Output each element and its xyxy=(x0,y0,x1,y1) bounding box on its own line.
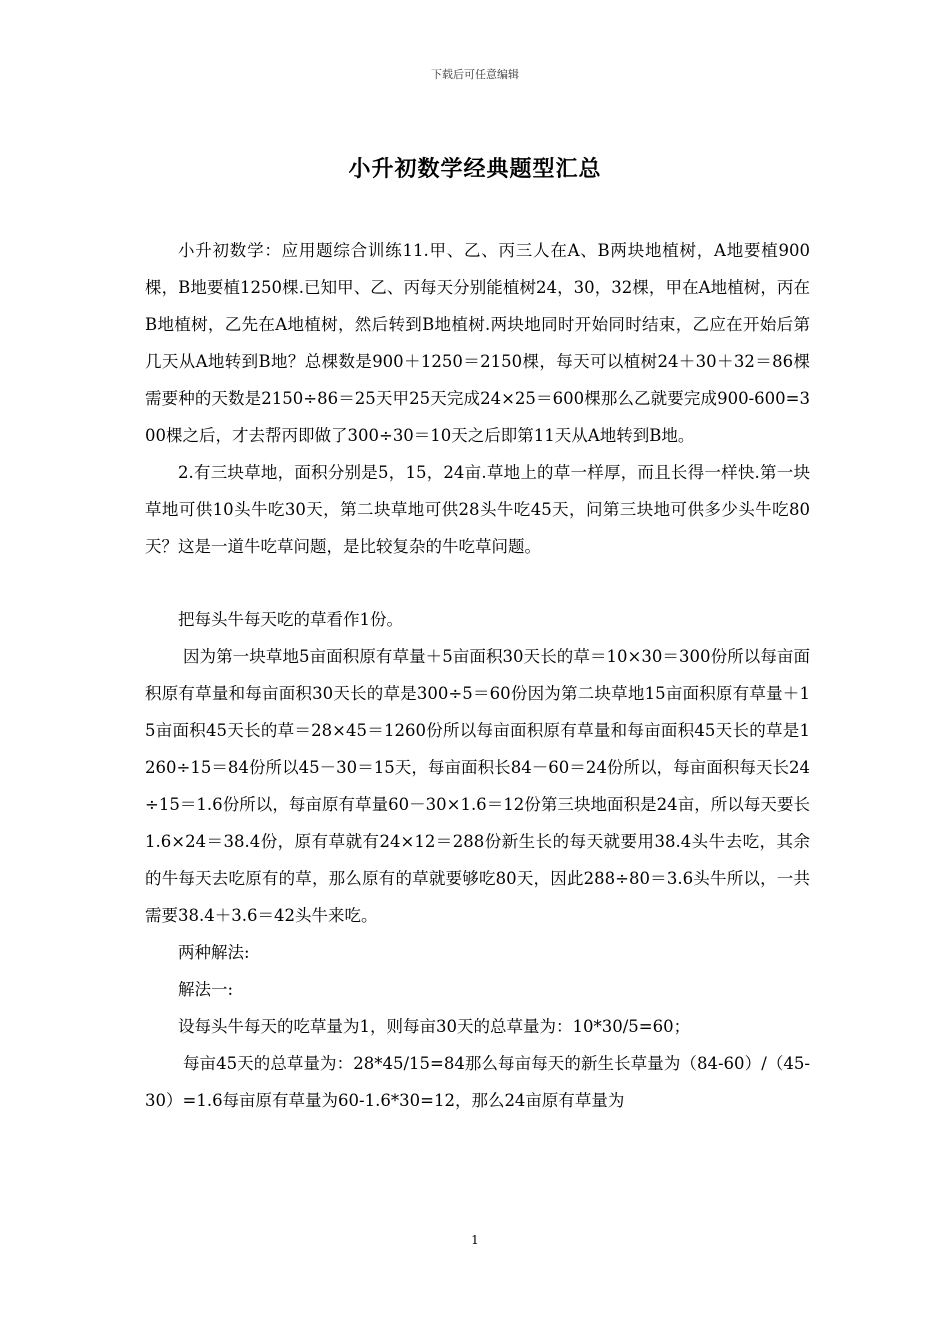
paragraph-method-one: 解法一: xyxy=(178,980,234,999)
paragraph-problem-2: 2.有三块草地，面积分别是5，15，24亩.草地上的草一样厚，而且长得一样快.第一块草地可供10头牛吃30天，第二块草地可供28头牛吃45天，问第三块地可供多少头牛吃80天？这是一道牛吃草问题，是比较复杂的牛吃草问题。 xyxy=(145,463,810,556)
document-body xyxy=(145,232,810,1119)
page-number: 1 xyxy=(471,1233,479,1247)
paragraph-method-one-step-1: 设每头牛每天的吃草量为1，则每亩30天的总草量为：10*30/5=60； xyxy=(178,1017,691,1036)
document-title: 小升初数学经典题型汇总 xyxy=(348,157,602,182)
paragraph-solution-explanation: 因为第一块草地5亩面积原有草量＋5亩面积30天长的草＝10×30＝300份所以每亩面积原有草量和每亩面积30天长的草是300÷5＝60份因为第二块草地15亩面积原有草量＋15亩面积45天长的草＝28×45＝1260份所以每亩面积原有草量和每亩面积45天长的草是1260÷15＝84份所以45－30＝15天，每亩面积长84－60＝24份所以，每亩面积每天长24÷15＝1.6份所以，每亩原有草量60－30×1.6＝12份第三块地面积是24亩，所以每天要长1.6×24＝38.4份，原有草就有24×12＝288份新生长的每天就要用38.4头牛去吃，其余的牛每天去吃原有的草，那么原有的草就要够吃80天，因此288÷80＝3.6头牛所以，一共需要38.4＋3.6＝42头牛来吃。 xyxy=(145,647,810,925)
paragraph-assumption: 把每头牛每天吃的草看作1份。 xyxy=(178,610,403,629)
paragraph-problem-1: 小升初数学：应用题综合训练11.甲、乙、丙三人在A、B两块地植树，A地要植900棵，B地要植1250棵.已知甲、乙、丙每天分别能植树24，30，32棵，甲在A地植树，丙在B地植树，乙先在A地植树，然后转到B地植树.两块地同时开始同时结束，乙应在开始后第几天从A地转到B地？总棵数是900＋1250＝2150棵，每天可以植树24＋30＋32＝86棵需要种的天数是2150÷86＝25天甲25天完成24×25＝600棵那么乙就要完成900-600=300棵之后，才去帮丙即做了300÷30＝10天之后即第11天从A地转到B地。 xyxy=(145,241,810,445)
paragraph-two-methods: 两种解法: xyxy=(178,943,250,962)
header-note: 下载后可任意编辑 xyxy=(431,68,519,81)
paragraph-method-one-step-2: 每亩45天的总草量为：28*45/15=84那么每亩每天的新生长草量为（84-60）/（45-30）=1.6每亩原有草量为60-1.6*30=12，那么24亩原有草量为 xyxy=(145,1054,810,1110)
